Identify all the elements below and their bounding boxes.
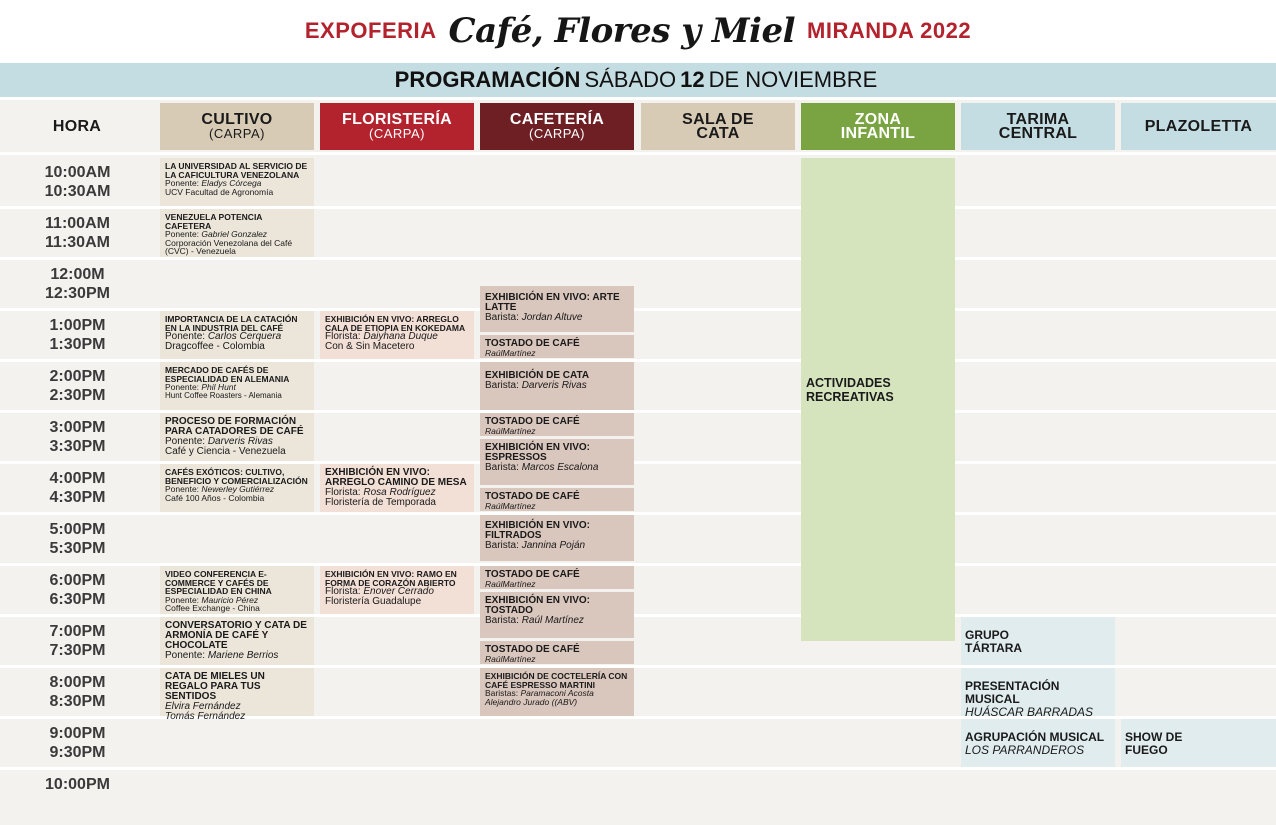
session-speaker-2: Alejandro Jurado ((ABV) <box>485 696 578 707</box>
performance-artist: HUÁSCAR BARRADAS <box>965 705 1094 719</box>
time-half: 7:30PM <box>49 642 106 659</box>
session-title: TOSTADO DE CAFÉ <box>485 416 580 427</box>
time-slot <box>20 775 135 794</box>
session-org: Dragcoffee - Colombia <box>165 341 265 353</box>
header-floristeria <box>320 103 474 150</box>
row-divider <box>0 512 1276 515</box>
performance-artist: LOS PARRANDEROS <box>965 743 1085 757</box>
header-label: PLAZOLETTA <box>1144 117 1253 135</box>
header-label: ZONA INFANTIL <box>840 110 916 142</box>
cultivo-session <box>160 158 314 206</box>
cultivo-session <box>160 209 314 257</box>
cultivo-session <box>160 617 314 665</box>
time-slot <box>20 316 135 354</box>
header-hora <box>0 103 154 150</box>
cafeteria-session <box>480 362 634 410</box>
session-speaker: Florista: Enover Cerrado <box>325 586 434 598</box>
session-speaker: Barista: Marcos Escalona <box>485 462 599 473</box>
time-half: 12:30PM <box>45 285 110 302</box>
cafeteria-session <box>480 413 634 436</box>
header-label: HORA <box>52 117 102 135</box>
performance-title: GRUPO TÁRTARA <box>965 628 1023 655</box>
header-sublabel: (CARPA) <box>369 125 425 141</box>
header-sublabel: (CARPA) <box>209 125 265 141</box>
event-title <box>0 0 1276 62</box>
plazoletta-performance <box>1121 719 1276 767</box>
session-speaker: Ponente: Darveris Rivas <box>165 436 273 447</box>
time-start: 8:00PM <box>49 674 106 691</box>
time-start: 6:00PM <box>49 572 106 589</box>
session-speaker: Ponente: Carlos Cerquera <box>165 331 282 343</box>
session-title: EXHIBICIÓN EN VIVO: ESPRESSOS <box>485 442 591 463</box>
header-label: CULTIVO <box>201 110 273 128</box>
session-title: TOSTADO DE CAFÉ <box>485 338 580 349</box>
session-org: Corporación Venezolana del Café (CVC) - Venezuela <box>165 237 293 257</box>
session-title: TOSTADO DE CAFÉ <box>485 569 580 580</box>
session-speaker: Barista: Darveris Rivas <box>485 380 587 391</box>
cultivo-session <box>160 464 314 512</box>
header-label: SALA DE CATA <box>682 110 754 142</box>
session-speaker: Ponente: Phil Hunt <box>165 382 236 393</box>
header-cafeteria <box>480 103 634 150</box>
performance-title: AGRUPACIÓN MUSICAL <box>965 730 1105 744</box>
time-half: 6:30PM <box>49 591 106 608</box>
cafeteria-session <box>480 566 634 589</box>
session-title: EXHIBICIÓN EN VIVO: ARTE LATTE <box>485 292 620 313</box>
cultivo-session <box>160 413 314 461</box>
session-org: Coffee Exchange - China <box>165 603 260 614</box>
time-slot <box>20 571 135 609</box>
time-start: 1:00PM <box>49 317 106 334</box>
cafeteria-session <box>480 515 634 561</box>
row-divider <box>0 767 1276 770</box>
session-title: VENEZUELA POTENCIA CAFETERA <box>165 212 263 231</box>
session-title: CAFÉS EXÓTICOS: CULTIVO, BENEFICIO Y COMERCIALIZACIÓN <box>165 467 308 486</box>
session-speaker: Baristas: Paramaconi Acosta <box>485 688 594 699</box>
time-slot <box>20 265 135 303</box>
cafeteria-session <box>480 592 634 638</box>
session-title: EXHIBICIÓN DE CATA <box>485 370 590 381</box>
session-org: Con & Sin Macetero <box>325 341 415 353</box>
cafeteria-session <box>480 641 634 664</box>
time-half: 11:30AM <box>45 234 110 251</box>
session-speaker: RaúlMartínez <box>485 426 536 436</box>
time-slot <box>20 673 135 711</box>
floristeria-session <box>320 311 474 359</box>
session-title: TOSTADO DE CAFÉ <box>485 644 580 655</box>
session-title: EXHIBICIÓN EN VIVO: ARREGLO CAMINO DE MESA <box>325 467 467 488</box>
title-left: EXPOFERIA <box>304 18 437 43</box>
cultivo-session <box>160 362 314 410</box>
time-start: 3:00PM <box>49 419 106 436</box>
header-plazoletta <box>1121 103 1276 150</box>
session-title: EXHIBICIÓN EN VIVO: TOSTADO <box>485 595 591 616</box>
session-speaker: Ponente: Newerley Gutiérrez <box>165 484 275 495</box>
session-speaker-2: Tomás Fernández <box>165 711 246 722</box>
session-title: EXHIBICIÓN EN VIVO: FILTRADOS <box>485 520 591 541</box>
floristeria-session <box>320 566 474 614</box>
banner-programacion: PROGRAMACIÓN <box>394 67 581 92</box>
row-divider <box>0 257 1276 260</box>
time-slot <box>20 724 135 762</box>
time-half: 3:30PM <box>49 438 106 455</box>
tarima-performance <box>961 668 1115 719</box>
session-title: CONVERSATORIO Y CATA DE ARMONÍA DE CAFÉ Y CHOCOLATE <box>165 620 307 651</box>
time-slot <box>20 622 135 660</box>
time-half: 9:30PM <box>49 744 106 761</box>
session-speaker: Barista: Raúl Martínez <box>485 615 584 626</box>
session-speaker: RaúlMartínez <box>485 654 536 664</box>
time-start: 11:00AM <box>45 215 110 232</box>
session-org: UCV Facultad de Agronomía <box>165 186 274 197</box>
time-slot <box>20 418 135 456</box>
session-speaker: RaúlMartínez <box>485 579 536 589</box>
header-sala-de-cata <box>641 103 795 150</box>
session-title: EXHIBICIÓN EN VIVO: RAMO EN FORMA DE CORAZÓN ABIERTO <box>325 569 457 588</box>
session-speaker: RaúlMartínez <box>485 348 536 358</box>
title-script: Café, Flores y Miel <box>448 11 795 51</box>
schedule-date-banner <box>0 63 1276 97</box>
time-start: 7:00PM <box>49 623 106 640</box>
cultivo-session <box>160 311 314 359</box>
header-label: CAFETERÍA <box>509 110 605 128</box>
header-label: TARIMA CENTRAL <box>998 110 1078 142</box>
session-org: Floristería de Temporada <box>325 497 436 508</box>
cafeteria-session <box>480 335 634 358</box>
time-half: 5:30PM <box>49 540 106 557</box>
time-half: 10:30AM <box>44 183 111 200</box>
session-org: Café 100 Años - Colombia <box>165 492 265 503</box>
time-start: 10:00PM <box>45 776 110 793</box>
time-start: 9:00PM <box>49 725 106 742</box>
session-org: Hunt Coffee Roasters - Alemania <box>165 390 282 400</box>
session-speaker: Barista: Jordan Altuve <box>485 312 583 323</box>
title-right: MIRANDA 2022 <box>807 18 972 43</box>
session-title: TOSTADO DE CAFÉ <box>485 491 580 502</box>
time-start: 12:00M <box>50 266 105 283</box>
time-half: 8:30PM <box>49 693 106 710</box>
zona-infantil-block <box>801 158 955 641</box>
session-speaker: Florista: Rosa Rodríguez <box>325 487 436 498</box>
header-tarima-central <box>961 103 1115 150</box>
performance-title: PRESENTACIÓN MUSICAL <box>965 679 1060 706</box>
session-title: VIDEO CONFERENCIA E-COMMERCE Y CAFÉS DE ESPECIALIDAD EN CHINA <box>165 569 272 597</box>
cultivo-session <box>160 566 314 614</box>
time-start: 2:00PM <box>49 368 106 385</box>
session-title: PROCESO DE FORMACIÓN PARA CATADORES DE CAFÉ <box>165 416 304 437</box>
time-half: 2:30PM <box>49 387 106 404</box>
session-org: Café y Ciencia - Venezuela <box>165 446 286 457</box>
header-label: FLORISTERÍA <box>342 110 452 128</box>
floristeria-session <box>320 464 474 512</box>
time-slot <box>20 163 135 201</box>
header-cultivo <box>160 103 314 150</box>
time-start: 4:00PM <box>49 470 106 487</box>
banner-day: SÁBADO <box>584 67 677 92</box>
session-speaker: Ponente: Mauricio Pérez <box>165 594 259 605</box>
session-title: MERCADO DE CAFÉS DE ESPECIALIDAD EN ALEMANIA <box>165 365 290 384</box>
session-title: CATA DE MIELES UN REGALO PARA TUS SENTIDOS <box>165 671 265 702</box>
time-slot <box>20 469 135 507</box>
time-slot <box>20 214 135 252</box>
cultivo-session <box>160 668 314 722</box>
time-start: 10:00AM <box>44 164 111 181</box>
banner-month: DE NOVIEMBRE <box>708 67 878 92</box>
zona-infantil-label: ACTIVIDADES RECREATIVAS <box>806 376 894 404</box>
header-sublabel: (CARPA) <box>529 125 585 141</box>
cafeteria-session <box>480 286 634 332</box>
session-title: EXHIBICIÓN DE COCTELERÍA CON CAFÉ ESPRESSO MARTINI <box>485 671 628 690</box>
header-zona-infantil <box>801 103 955 150</box>
session-speaker: Ponente: Eladys Córcega <box>165 178 262 189</box>
session-title: LA UNIVERSIDAD AL SERVICIO DE LA CAFICULTURA VENEZOLANA <box>165 161 308 180</box>
session-org: Floristería Guadalupe <box>325 596 422 608</box>
performance-title: SHOW DE FUEGO <box>1125 730 1183 757</box>
session-speaker: Ponente: Gabriel Gonzalez <box>165 229 268 240</box>
session-speaker: Florista: Daiyhana Duque <box>325 331 438 343</box>
time-half: 1:30PM <box>49 336 106 353</box>
tarima-performance <box>961 719 1115 767</box>
cafeteria-session <box>480 668 634 716</box>
banner-date: 12 <box>680 67 705 92</box>
tarima-performance <box>961 617 1115 665</box>
time-start: 5:00PM <box>49 521 106 538</box>
session-speaker: Barista: Jannina Poján <box>485 540 586 551</box>
time-slot <box>20 367 135 405</box>
time-slot <box>20 520 135 558</box>
session-title: IMPORTANCIA DE LA CATACIÓN EN LA INDUSTRIA DEL CAFÉ <box>165 314 298 333</box>
time-half: 4:30PM <box>49 489 106 506</box>
session-title: EXHIBICIÓN EN VIVO: ARREGLO CALA DE ETIOPIA EN KOKEDAMA <box>325 314 466 333</box>
session-speaker: RaúlMartínez <box>485 501 536 511</box>
session-speaker: Ponente: Mariene Berrios <box>165 650 279 661</box>
row-divider <box>0 152 1276 155</box>
cafeteria-session <box>480 439 634 485</box>
session-speaker: Elvira Fernández <box>165 701 241 712</box>
cafeteria-session <box>480 488 634 511</box>
